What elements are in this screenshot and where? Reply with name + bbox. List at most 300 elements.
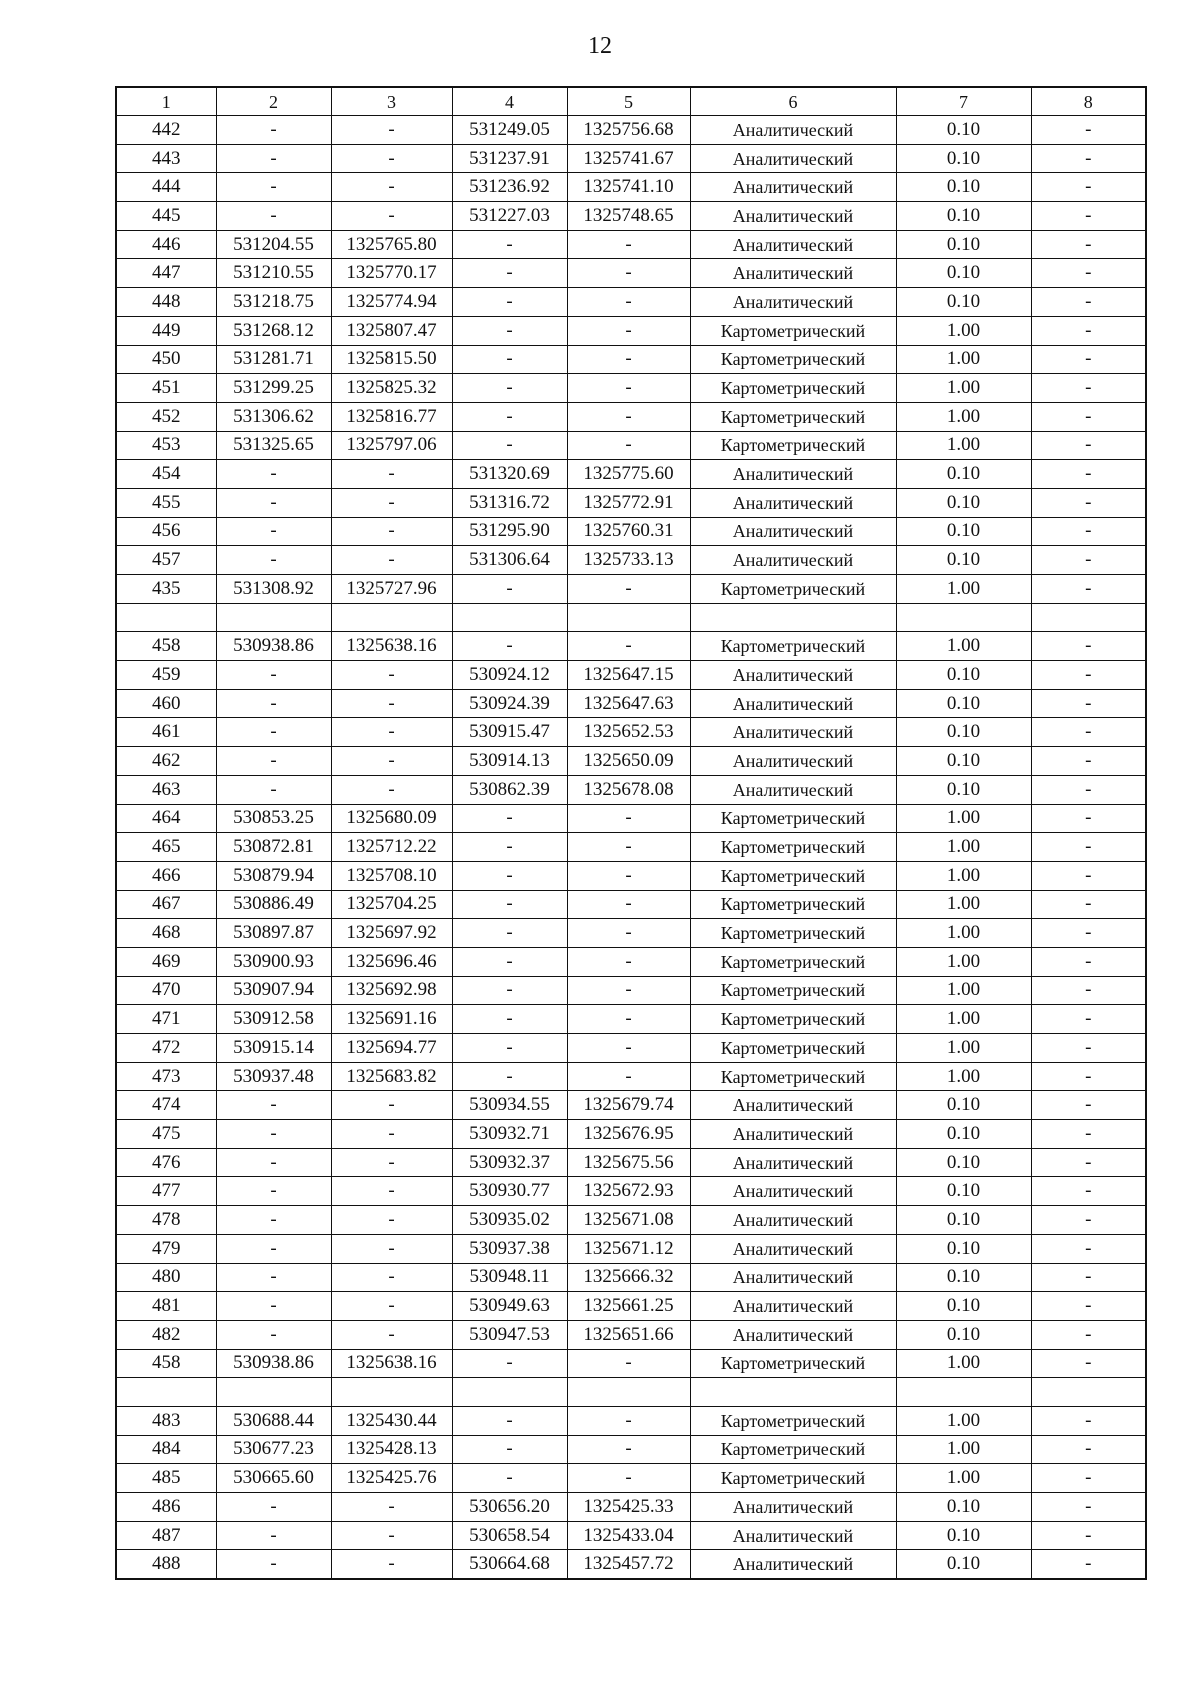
x-new-coord-cell: - <box>452 374 567 403</box>
description-cell: - <box>1031 976 1146 1005</box>
y-coord-cell: - <box>331 1206 452 1235</box>
method-cell: Аналитический <box>690 1320 896 1349</box>
x-new-coord-cell: 530658.54 <box>452 1521 567 1550</box>
method-cell: Картометрический <box>690 1005 896 1034</box>
point-number-cell: 465 <box>116 833 216 862</box>
method-cell: Картометрический <box>690 1034 896 1063</box>
description-cell: - <box>1031 460 1146 489</box>
description-cell: - <box>1031 259 1146 288</box>
y-new-coord-cell <box>567 603 690 632</box>
point-number-cell: 477 <box>116 1177 216 1206</box>
y-new-coord-cell: 1325671.08 <box>567 1206 690 1235</box>
accuracy-cell: 0.10 <box>896 661 1031 690</box>
method-cell: Аналитический <box>690 1148 896 1177</box>
x-coord-cell: - <box>216 1292 331 1321</box>
y-new-coord-cell: 1325666.32 <box>567 1263 690 1292</box>
x-coord-cell: - <box>216 1234 331 1263</box>
y-coord-cell: 1325807.47 <box>331 316 452 345</box>
accuracy-cell: 1.00 <box>896 890 1031 919</box>
x-new-coord-cell: - <box>452 402 567 431</box>
accuracy-cell: 1.00 <box>896 804 1031 833</box>
method-cell: Картометрический <box>690 316 896 345</box>
y-new-coord-cell: 1325675.56 <box>567 1148 690 1177</box>
method-cell: Аналитический <box>690 288 896 317</box>
x-coord-cell: 530897.87 <box>216 919 331 948</box>
accuracy-cell: 1.00 <box>896 919 1031 948</box>
description-cell: - <box>1031 517 1146 546</box>
accuracy-cell: 0.10 <box>896 1091 1031 1120</box>
method-cell: Картометрический <box>690 1062 896 1091</box>
x-new-coord-cell: - <box>452 632 567 661</box>
column-header: 5 <box>567 87 690 116</box>
point-number-cell: 455 <box>116 488 216 517</box>
method-cell: Аналитический <box>690 1120 896 1149</box>
point-number-cell: 443 <box>116 144 216 173</box>
y-new-coord-cell: - <box>567 890 690 919</box>
y-coord-cell: 1325680.09 <box>331 804 452 833</box>
description-cell: - <box>1031 689 1146 718</box>
y-new-coord-cell: - <box>567 1349 690 1378</box>
x-coord-cell: - <box>216 144 331 173</box>
y-new-coord-cell: - <box>567 1034 690 1063</box>
x-new-coord-cell: - <box>452 890 567 919</box>
accuracy-cell: 0.10 <box>896 1177 1031 1206</box>
method-cell: Картометрический <box>690 632 896 661</box>
description-cell: - <box>1031 947 1146 976</box>
y-new-coord-cell: 1325775.60 <box>567 460 690 489</box>
description-cell: - <box>1031 1177 1146 1206</box>
x-coord-cell: - <box>216 1091 331 1120</box>
method-cell: Аналитический <box>690 775 896 804</box>
column-header: 6 <box>690 87 896 116</box>
description-cell: - <box>1031 316 1146 345</box>
point-number-cell: 458 <box>116 632 216 661</box>
description-cell: - <box>1031 1005 1146 1034</box>
y-new-coord-cell: 1325433.04 <box>567 1521 690 1550</box>
y-coord-cell: - <box>331 144 452 173</box>
table-row <box>116 517 1146 546</box>
y-coord-cell: - <box>331 1120 452 1149</box>
y-coord-cell: 1325430.44 <box>331 1406 452 1435</box>
x-coord-cell: 530907.94 <box>216 976 331 1005</box>
y-coord-cell: - <box>331 1263 452 1292</box>
accuracy-cell: 0.10 <box>896 202 1031 231</box>
x-new-coord-cell: - <box>452 1406 567 1435</box>
x-new-coord-cell: 530930.77 <box>452 1177 567 1206</box>
method-cell: Аналитический <box>690 689 896 718</box>
y-new-coord-cell: 1325741.67 <box>567 144 690 173</box>
table-row <box>116 661 1146 690</box>
accuracy-cell: 0.10 <box>896 1263 1031 1292</box>
accuracy-cell: 0.10 <box>896 1206 1031 1235</box>
table-row <box>116 1464 1146 1493</box>
accuracy-cell: 1.00 <box>896 632 1031 661</box>
y-new-coord-cell: - <box>567 919 690 948</box>
y-coord-cell: - <box>331 1234 452 1263</box>
description-cell: - <box>1031 345 1146 374</box>
description-cell: - <box>1031 116 1146 145</box>
x-new-coord-cell: 531236.92 <box>452 173 567 202</box>
table-row <box>116 1062 1146 1091</box>
table-row <box>116 833 1146 862</box>
table-row <box>116 345 1146 374</box>
method-cell: Картометрический <box>690 1349 896 1378</box>
x-coord-cell: 530872.81 <box>216 833 331 862</box>
point-number-cell: 478 <box>116 1206 216 1235</box>
y-coord-cell: - <box>331 661 452 690</box>
table-row <box>116 1320 1146 1349</box>
accuracy-cell: 1.00 <box>896 1349 1031 1378</box>
description-cell: - <box>1031 1550 1146 1579</box>
table-row <box>116 1034 1146 1063</box>
description-cell: - <box>1031 431 1146 460</box>
description-cell: - <box>1031 1062 1146 1091</box>
table-row <box>116 775 1146 804</box>
x-new-coord-cell: - <box>452 1464 567 1493</box>
point-number-cell: 456 <box>116 517 216 546</box>
x-coord-cell: 531308.92 <box>216 575 331 604</box>
table-row <box>116 976 1146 1005</box>
x-new-coord-cell: - <box>452 976 567 1005</box>
y-coord-cell: 1325425.76 <box>331 1464 452 1493</box>
table-row <box>116 689 1146 718</box>
x-new-coord-cell: - <box>452 345 567 374</box>
point-number-cell: 480 <box>116 1263 216 1292</box>
y-new-coord-cell: - <box>567 374 690 403</box>
accuracy-cell: 0.10 <box>896 1521 1031 1550</box>
description-cell: - <box>1031 230 1146 259</box>
column-header: 8 <box>1031 87 1146 116</box>
description-cell: - <box>1031 1406 1146 1435</box>
y-coord-cell: 1325691.16 <box>331 1005 452 1034</box>
method-cell: Картометрический <box>690 833 896 862</box>
x-coord-cell: - <box>216 1177 331 1206</box>
x-new-coord-cell: - <box>452 1349 567 1378</box>
point-number-cell: 484 <box>116 1435 216 1464</box>
point-number-cell: 483 <box>116 1406 216 1435</box>
point-number-cell: 472 <box>116 1034 216 1063</box>
y-coord-cell: 1325815.50 <box>331 345 452 374</box>
method-cell: Аналитический <box>690 259 896 288</box>
x-coord-cell: - <box>216 689 331 718</box>
table-row <box>116 1148 1146 1177</box>
description-cell: - <box>1031 661 1146 690</box>
accuracy-cell: 0.10 <box>896 460 1031 489</box>
description-cell: - <box>1031 632 1146 661</box>
method-cell: Аналитический <box>690 173 896 202</box>
point-number-cell <box>116 1378 216 1407</box>
description-cell: - <box>1031 747 1146 776</box>
point-number-cell: 460 <box>116 689 216 718</box>
x-coord-cell: - <box>216 1120 331 1149</box>
method-cell: Картометрический <box>690 345 896 374</box>
table-row <box>116 1120 1146 1149</box>
description-cell: - <box>1031 1464 1146 1493</box>
accuracy-cell: 1.00 <box>896 976 1031 1005</box>
point-number-cell: 464 <box>116 804 216 833</box>
x-coord-cell: - <box>216 517 331 546</box>
point-number-cell: 468 <box>116 919 216 948</box>
x-coord-cell: - <box>216 661 331 690</box>
point-number-cell: 448 <box>116 288 216 317</box>
y-coord-cell: 1325638.16 <box>331 632 452 661</box>
x-coord-cell: 531325.65 <box>216 431 331 460</box>
x-new-coord-cell: - <box>452 575 567 604</box>
method-cell: Картометрический <box>690 374 896 403</box>
accuracy-cell: 0.10 <box>896 1148 1031 1177</box>
y-coord-cell: - <box>331 116 452 145</box>
y-new-coord-cell: - <box>567 230 690 259</box>
x-coord-cell: - <box>216 1320 331 1349</box>
description-cell: - <box>1031 1234 1146 1263</box>
x-coord-cell: - <box>216 488 331 517</box>
x-coord-cell: 530665.60 <box>216 1464 331 1493</box>
point-number-cell: 475 <box>116 1120 216 1149</box>
accuracy-cell: 1.00 <box>896 947 1031 976</box>
x-new-coord-cell: 531227.03 <box>452 202 567 231</box>
point-number-cell: 471 <box>116 1005 216 1034</box>
x-new-coord-cell <box>452 603 567 632</box>
x-new-coord-cell: 530949.63 <box>452 1292 567 1321</box>
y-coord-cell: 1325428.13 <box>331 1435 452 1464</box>
y-coord-cell: 1325708.10 <box>331 861 452 890</box>
y-coord-cell <box>331 603 452 632</box>
table-row <box>116 747 1146 776</box>
x-new-coord-cell: - <box>452 1435 567 1464</box>
y-coord-cell: 1325770.17 <box>331 259 452 288</box>
table-row <box>116 488 1146 517</box>
description-cell: - <box>1031 1091 1146 1120</box>
table-row <box>116 1521 1146 1550</box>
y-new-coord-cell: - <box>567 316 690 345</box>
x-new-coord-cell: 530664.68 <box>452 1550 567 1579</box>
method-cell: Аналитический <box>690 1550 896 1579</box>
description-cell: - <box>1031 173 1146 202</box>
point-number-cell: 467 <box>116 890 216 919</box>
accuracy-cell: 0.10 <box>896 1320 1031 1349</box>
method-cell: Аналитический <box>690 1206 896 1235</box>
description-cell: - <box>1031 919 1146 948</box>
description-cell: - <box>1031 775 1146 804</box>
y-new-coord-cell: 1325756.68 <box>567 116 690 145</box>
description-cell: - <box>1031 1435 1146 1464</box>
method-cell: Аналитический <box>690 460 896 489</box>
method-cell: Аналитический <box>690 1234 896 1263</box>
y-new-coord-cell: - <box>567 1464 690 1493</box>
method-cell: Картометрический <box>690 976 896 1005</box>
description-cell: - <box>1031 1292 1146 1321</box>
accuracy-cell: 0.10 <box>896 259 1031 288</box>
method-cell: Аналитический <box>690 1177 896 1206</box>
x-new-coord-cell <box>452 1378 567 1407</box>
x-new-coord-cell: - <box>452 431 567 460</box>
x-coord-cell: 531306.62 <box>216 402 331 431</box>
point-number-cell: 458 <box>116 1349 216 1378</box>
accuracy-cell: 0.10 <box>896 775 1031 804</box>
x-new-coord-cell: 530937.38 <box>452 1234 567 1263</box>
x-coord-cell: - <box>216 747 331 776</box>
method-cell: Картометрический <box>690 402 896 431</box>
table-row <box>116 919 1146 948</box>
y-new-coord-cell: 1325772.91 <box>567 488 690 517</box>
x-new-coord-cell: - <box>452 288 567 317</box>
y-coord-cell <box>331 1378 452 1407</box>
method-cell: Картометрический <box>690 1435 896 1464</box>
y-coord-cell: 1325727.96 <box>331 575 452 604</box>
accuracy-cell: 0.10 <box>896 1493 1031 1522</box>
y-coord-cell: 1325825.32 <box>331 374 452 403</box>
x-coord-cell: 530886.49 <box>216 890 331 919</box>
accuracy-cell: 0.10 <box>896 1550 1031 1579</box>
accuracy-cell: 1.00 <box>896 1005 1031 1034</box>
x-new-coord-cell: 530947.53 <box>452 1320 567 1349</box>
x-new-coord-cell: 530932.71 <box>452 1120 567 1149</box>
y-new-coord-cell: 1325650.09 <box>567 747 690 776</box>
accuracy-cell: 1.00 <box>896 833 1031 862</box>
y-coord-cell: 1325765.80 <box>331 230 452 259</box>
y-coord-cell: 1325692.98 <box>331 976 452 1005</box>
x-coord-cell: - <box>216 173 331 202</box>
x-coord-cell <box>216 603 331 632</box>
point-number-cell: 444 <box>116 173 216 202</box>
method-cell: Аналитический <box>690 1091 896 1120</box>
table-separator-row <box>116 603 1146 632</box>
y-coord-cell: - <box>331 517 452 546</box>
x-coord-cell: 530677.23 <box>216 1435 331 1464</box>
page-number: 12 <box>588 33 612 59</box>
description-cell: - <box>1031 1148 1146 1177</box>
y-new-coord-cell: 1325741.10 <box>567 173 690 202</box>
table-separator-row <box>116 1378 1146 1407</box>
description-cell: - <box>1031 718 1146 747</box>
method-cell: Аналитический <box>690 517 896 546</box>
y-coord-cell: - <box>331 747 452 776</box>
accuracy-cell: 0.10 <box>896 1234 1031 1263</box>
table-row <box>116 1206 1146 1235</box>
method-cell <box>690 1378 896 1407</box>
accuracy-cell: 0.10 <box>896 718 1031 747</box>
column-header: 4 <box>452 87 567 116</box>
x-coord-cell: 530688.44 <box>216 1406 331 1435</box>
point-number-cell: 449 <box>116 316 216 345</box>
table-row <box>116 374 1146 403</box>
method-cell: Аналитический <box>690 1493 896 1522</box>
table-row <box>116 1550 1146 1579</box>
point-number-cell: 452 <box>116 402 216 431</box>
point-number-cell: 487 <box>116 1521 216 1550</box>
y-coord-cell: - <box>331 1177 452 1206</box>
point-number-cell: 479 <box>116 1234 216 1263</box>
x-new-coord-cell: 531316.72 <box>452 488 567 517</box>
x-new-coord-cell: 531306.64 <box>452 546 567 575</box>
x-new-coord-cell: - <box>452 1034 567 1063</box>
table-row <box>116 1005 1146 1034</box>
y-new-coord-cell: 1325425.33 <box>567 1493 690 1522</box>
y-coord-cell: - <box>331 173 452 202</box>
y-coord-cell: 1325816.77 <box>331 402 452 431</box>
column-header: 7 <box>896 87 1031 116</box>
accuracy-cell: 0.10 <box>896 747 1031 776</box>
method-cell: Картометрический <box>690 1406 896 1435</box>
point-number-cell: 476 <box>116 1148 216 1177</box>
accuracy-cell: 0.10 <box>896 173 1031 202</box>
accuracy-cell: 1.00 <box>896 1406 1031 1435</box>
y-new-coord-cell: - <box>567 345 690 374</box>
table-row <box>116 1292 1146 1321</box>
description-cell: - <box>1031 1034 1146 1063</box>
x-new-coord-cell: 531237.91 <box>452 144 567 173</box>
accuracy-cell: 0.10 <box>896 546 1031 575</box>
y-coord-cell: 1325697.92 <box>331 919 452 948</box>
x-coord-cell: 530937.48 <box>216 1062 331 1091</box>
table-row <box>116 632 1146 661</box>
y-new-coord-cell: - <box>567 947 690 976</box>
accuracy-cell: 1.00 <box>896 1435 1031 1464</box>
y-new-coord-cell: - <box>567 1435 690 1464</box>
method-cell: Картометрический <box>690 947 896 976</box>
y-new-coord-cell: 1325672.93 <box>567 1177 690 1206</box>
point-number-cell: 442 <box>116 116 216 145</box>
x-coord-cell: 531299.25 <box>216 374 331 403</box>
x-new-coord-cell: - <box>452 1005 567 1034</box>
x-new-coord-cell: - <box>452 861 567 890</box>
method-cell: Картометрический <box>690 861 896 890</box>
y-new-coord-cell: 1325661.25 <box>567 1292 690 1321</box>
y-new-coord-cell: 1325748.65 <box>567 202 690 231</box>
method-cell: Аналитический <box>690 488 896 517</box>
y-new-coord-cell: - <box>567 575 690 604</box>
table-row <box>116 1234 1146 1263</box>
y-new-coord-cell: 1325647.63 <box>567 689 690 718</box>
x-coord-cell: 531204.55 <box>216 230 331 259</box>
y-coord-cell: 1325712.22 <box>331 833 452 862</box>
x-new-coord-cell: 530924.12 <box>452 661 567 690</box>
point-number-cell: 470 <box>116 976 216 1005</box>
point-number-cell <box>116 603 216 632</box>
y-new-coord-cell: - <box>567 976 690 1005</box>
x-new-coord-cell: 530935.02 <box>452 1206 567 1235</box>
description-cell: - <box>1031 1493 1146 1522</box>
point-number-cell: 463 <box>116 775 216 804</box>
x-coord-cell: - <box>216 775 331 804</box>
x-coord-cell: 530938.86 <box>216 1349 331 1378</box>
table-row <box>116 1406 1146 1435</box>
description-cell: - <box>1031 861 1146 890</box>
y-coord-cell: 1325694.77 <box>331 1034 452 1063</box>
x-coord-cell: - <box>216 1263 331 1292</box>
y-new-coord-cell: - <box>567 632 690 661</box>
table-row <box>116 202 1146 231</box>
x-coord-cell: 530900.93 <box>216 947 331 976</box>
method-cell: Аналитический <box>690 144 896 173</box>
point-number-cell: 462 <box>116 747 216 776</box>
description-cell <box>1031 1378 1146 1407</box>
method-cell: Картометрический <box>690 890 896 919</box>
method-cell: Аналитический <box>690 718 896 747</box>
x-coord-cell: 530912.58 <box>216 1005 331 1034</box>
accuracy-cell: 1.00 <box>896 402 1031 431</box>
y-new-coord-cell: 1325760.31 <box>567 517 690 546</box>
point-number-cell: 447 <box>116 259 216 288</box>
y-new-coord-cell: 1325678.08 <box>567 775 690 804</box>
table-row <box>116 1177 1146 1206</box>
table-row <box>116 116 1146 145</box>
description-cell: - <box>1031 1263 1146 1292</box>
point-number-cell: 451 <box>116 374 216 403</box>
description-cell: - <box>1031 202 1146 231</box>
column-header: 3 <box>331 87 452 116</box>
accuracy-cell: 0.10 <box>896 1292 1031 1321</box>
